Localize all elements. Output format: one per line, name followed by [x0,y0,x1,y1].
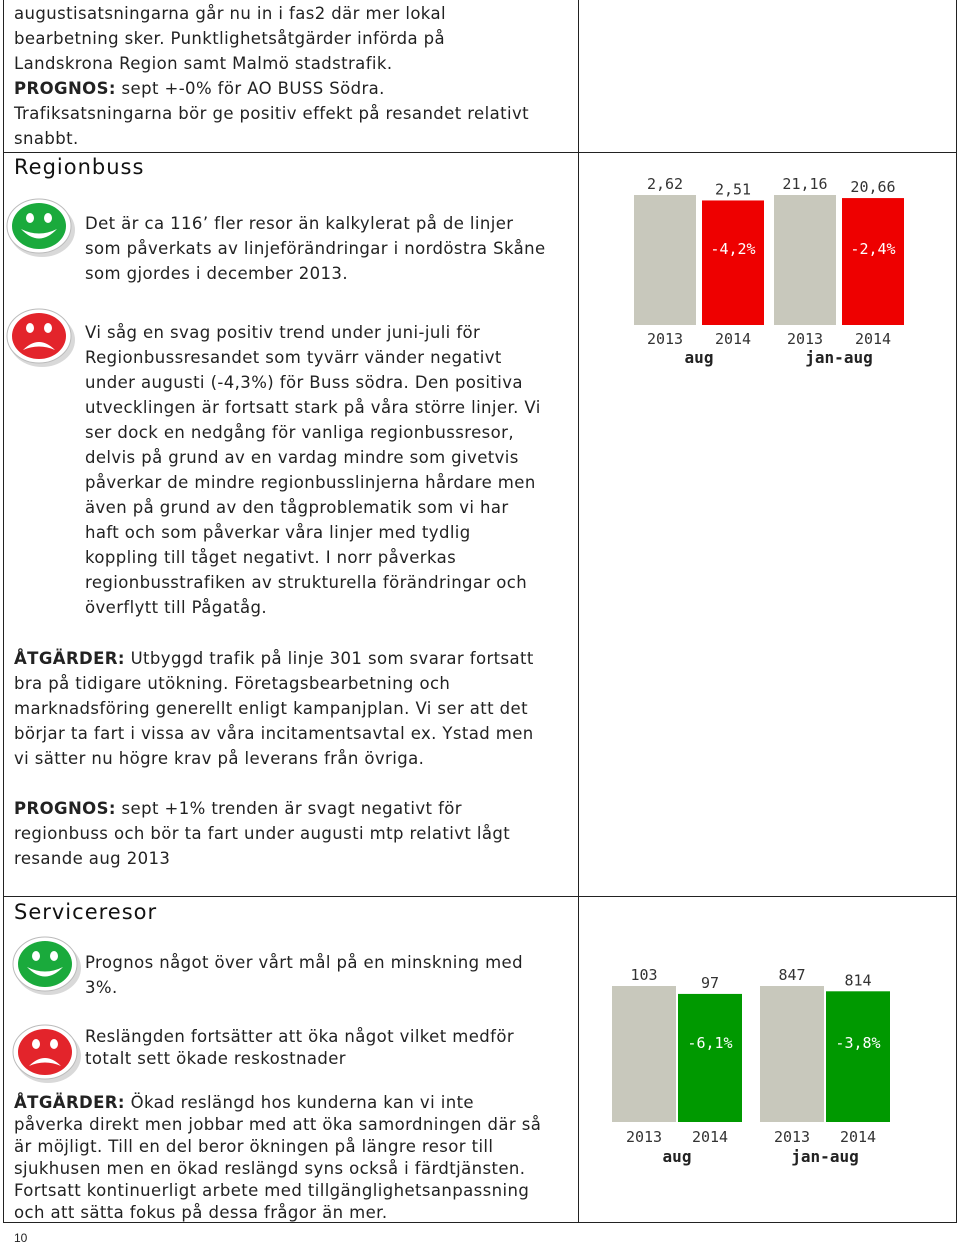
text-line: ser dock en nedgång för vanliga regionbussresor, [85,423,514,442]
atgarder-text: Utbyggd trafik på linje 301 som svarar fortsatt [124,649,534,668]
text-line: resande aug 2013 [14,849,171,868]
section-heading-serviceresor: Serviceresor [14,900,158,924]
year-tick-label: 2013 [646,330,684,348]
group-label: jan-aug [791,1147,859,1166]
prognos-text: sept +-0% för AO BUSS Södra. [115,79,385,98]
group-label: aug [662,1147,692,1166]
page-number: 10 [14,1231,28,1245]
text-line [14,796,574,821]
top-line: bearbetning sker. Punktlighetsåtgärder införda på [14,29,445,48]
happy-face-icon [4,196,76,258]
prognos-label: PROGNOS: [14,799,116,818]
prognos-text: sept +1% trenden är svagt negativt för [115,799,462,818]
text-line: påverka direkt men jobbar med att öka samordningen där så [14,1115,542,1134]
text-line: bra på tidigare utökning. Företagsbearbetning och [14,674,451,693]
year-tick-label: 2013 [773,1128,811,1146]
regionbuss-negative-text [85,320,575,620]
serviceresor-positive-text [85,950,575,1000]
year-tick-label: 2014 [854,330,892,348]
bar-value-label: 97 [700,973,720,992]
top-line: augustisatsningarna går nu in i fas2 där mer lokal [14,4,446,23]
atgarder-label: ÅTGÄRDER: [14,649,125,668]
text-line: som påverkats av linjeförändringar i nordöstra Skåne [85,239,546,258]
year-tick-label: 2013 [786,330,824,348]
sad-face-icon [4,306,76,368]
top-line: Trafiksatsningarna bör ge positiv effekt på resandet relativt [14,104,529,123]
table-border-left [3,0,4,1222]
top-line: snabbt. [14,129,79,148]
serviceresor-chart [608,950,908,1175]
regionbuss-chart [630,160,930,375]
serviceresor-bar-chart [608,950,908,1175]
year-tick-label: 2014 [691,1128,729,1146]
text-line: är möjligt. Till en del beror ökningen på längre resor till [14,1137,494,1156]
change-percent-label: -2,4% [850,240,896,258]
text-line: utvecklingen är fortsatt stark på våra större linjer. Vi [85,398,541,417]
chart-bar [678,994,742,1122]
text-line: påverkar de mindre regionbusslinjerna hårdare men [85,473,536,492]
text-line: överflytt till Pågatåg. [85,598,268,617]
text-line: under augusti (-4,3%) för Buss södra. Den positiva [85,373,523,392]
table-row-divider-2 [3,896,957,897]
prognos-label: PROGNOS: [14,79,116,98]
serviceresor-atgarder [14,1092,574,1224]
regionbuss-atgarder [14,646,574,771]
text-line [14,1092,574,1114]
text-line: Det är ca 116’ fler resor än kalkylerat på de linjer [85,214,514,233]
group-label: aug [684,348,714,367]
bar-value-label: 20,66 [850,178,896,197]
chart-bar [826,991,890,1122]
year-tick-label: 2013 [625,1128,663,1146]
text-line: Vi såg en svag positiv trend under juni-juli för [85,323,481,342]
text-line: Reslängden fortsätter att öka något vilket medför [85,1027,515,1046]
serviceresor-negative-text [85,1026,575,1070]
section-heading-regionbuss: Regionbuss [14,155,145,179]
year-tick-label: 2014 [839,1128,877,1146]
sad-face-icon [10,1022,82,1084]
top-text-block [14,1,574,151]
regionbuss-bar-chart [630,160,930,375]
chart-bar [702,200,764,325]
atgarder-text: Ökad reslängd hos kunderna kan vi inte [124,1093,474,1112]
top-prognos [14,76,574,101]
chart-bar [612,986,676,1122]
bar-value-label: 2,51 [714,180,752,199]
bar-value-label: 814 [844,971,872,990]
text-line: även på grund av den tågproblematik som vi har [85,498,509,517]
bar-value-label: 2,62 [646,175,684,193]
text-line: regionbuss och bör ta fart under augusti mtp relativt lågt [14,824,511,843]
happy-face-icon [10,934,82,996]
text-line: börjar ta fart i vissa av våra incitamentsavtal ex. Ystad men [14,724,534,743]
text-line [14,646,574,671]
bar-value-label: 103 [630,966,658,984]
text-line: regionbusstrafiken av strukturella förändringar och [85,573,528,592]
text-line: delvis på grund av en vardag mindre som givetvis [85,448,519,467]
bar-value-label: 847 [778,966,806,984]
table-row-divider-1 [3,152,957,153]
text-line: 3%. [85,978,118,997]
bar-value-label: 21,16 [782,175,828,193]
text-line: koppling till tåget negativt. I norr påverkas [85,548,457,567]
chart-bar [842,198,904,325]
text-line: totalt sett ökade reskostnader [85,1049,346,1068]
atgarder-label: ÅTGÄRDER: [14,1093,125,1112]
top-line: Landskrona Region samt Malmö stadstrafik. [14,54,393,73]
chart-bar [634,195,696,325]
table-border-right [956,0,957,1222]
group-label: jan-aug [805,348,873,367]
chart-bar [760,986,824,1122]
text-line: Fortsatt kontinuerligt arbete med tillgänglighetsanpassning [14,1181,530,1200]
year-tick-label: 2014 [714,330,752,348]
text-line: och att sätta fokus på dessa frågor än mer. [14,1203,388,1222]
chart-bar [774,195,836,325]
text-line: vi sätter nu högre krav på leverans från övriga. [14,749,425,768]
text-line: Prognos något över vårt mål på en minskning med [85,953,523,972]
text-line: Regionbussresandet som tyvärr vänder negativt [85,348,502,367]
regionbuss-prognos [14,796,574,871]
text-line: som gjordes i december 2013. [85,264,348,283]
regionbuss-positive-text [85,211,575,286]
change-percent-label: -4,2% [710,240,756,258]
text-line: marknadsföring generellt enligt kampanjplan. Vi ser att det [14,699,528,718]
text-line: sjukhusen men en ökad reslängd syns också i färdtjänsten. [14,1159,526,1178]
table-border-middle [578,0,579,1222]
change-percent-label: -3,8% [835,1034,881,1052]
change-percent-label: -6,1% [687,1034,733,1052]
text-line: haft och som påverkar våra linjer med tydlig [85,523,471,542]
